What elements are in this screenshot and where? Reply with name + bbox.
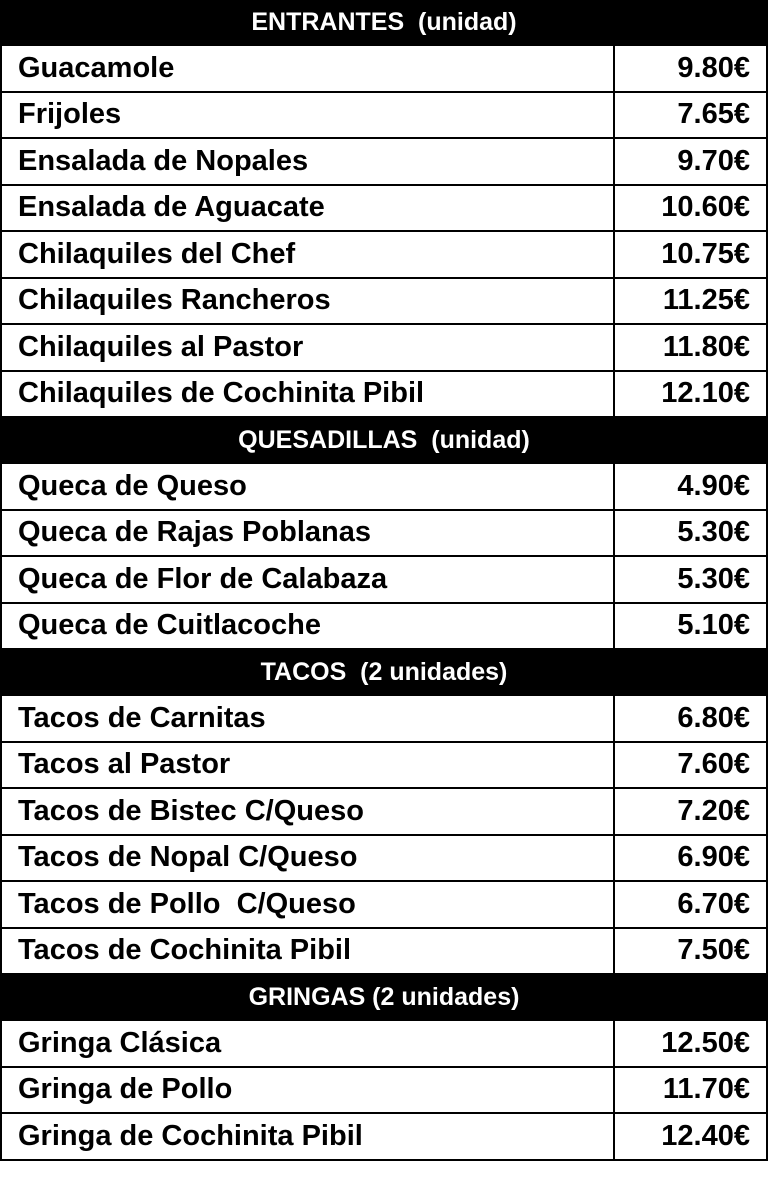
table-row bbox=[1, 835, 767, 882]
item-name: Gringa de Pollo bbox=[1, 1067, 614, 1114]
table-row bbox=[1, 45, 767, 92]
item-name: Chilaquiles del Chef bbox=[1, 231, 614, 278]
item-price: 10.75€ bbox=[614, 231, 767, 278]
item-name: Queca de Rajas Poblanas bbox=[1, 510, 614, 557]
item-price: 11.80€ bbox=[614, 324, 767, 371]
table-row bbox=[1, 185, 767, 232]
item-price: 6.70€ bbox=[614, 881, 767, 928]
item-price: 7.50€ bbox=[614, 928, 767, 975]
item-price: 5.30€ bbox=[614, 556, 767, 603]
table-row bbox=[1, 138, 767, 185]
item-price: 12.50€ bbox=[614, 1020, 767, 1067]
item-name: Queca de Cuitlacoche bbox=[1, 603, 614, 650]
table-row bbox=[1, 556, 767, 603]
table-row bbox=[1, 695, 767, 742]
table-row bbox=[1, 510, 767, 557]
item-price: 12.40€ bbox=[614, 1113, 767, 1160]
item-name: Tacos al Pastor bbox=[1, 742, 614, 789]
table-row bbox=[1, 92, 767, 139]
table-row bbox=[1, 788, 767, 835]
item-price: 7.20€ bbox=[614, 788, 767, 835]
item-price: 11.70€ bbox=[614, 1067, 767, 1114]
item-name: Gringa de Cochinita Pibil bbox=[1, 1113, 614, 1160]
item-name: Tacos de Cochinita Pibil bbox=[1, 928, 614, 975]
table-row bbox=[1, 1113, 767, 1160]
item-price: 11.25€ bbox=[614, 278, 767, 325]
item-name: Gringa Clásica bbox=[1, 1020, 614, 1067]
item-price: 9.80€ bbox=[614, 45, 767, 92]
table-row bbox=[1, 463, 767, 510]
table-row bbox=[1, 278, 767, 325]
table-row bbox=[1, 324, 767, 371]
section-header-tacos: TACOS (2 unidades) bbox=[0, 650, 768, 694]
table-row bbox=[1, 231, 767, 278]
item-price: 6.80€ bbox=[614, 695, 767, 742]
table-row bbox=[1, 1067, 767, 1114]
section-header-entrantes: ENTRANTES (unidad) bbox=[0, 0, 768, 44]
section-header-quesadillas: QUESADILLAS (unidad) bbox=[0, 418, 768, 462]
item-price: 7.65€ bbox=[614, 92, 767, 139]
table-row bbox=[1, 928, 767, 975]
item-price: 10.60€ bbox=[614, 185, 767, 232]
item-name: Frijoles bbox=[1, 92, 614, 139]
item-price: 6.90€ bbox=[614, 835, 767, 882]
item-name: Ensalada de Aguacate bbox=[1, 185, 614, 232]
item-name: Queca de Queso bbox=[1, 463, 614, 510]
item-name: Queca de Flor de Calabaza bbox=[1, 556, 614, 603]
item-price: 5.10€ bbox=[614, 603, 767, 650]
section-table-tacos bbox=[0, 694, 768, 975]
table-row bbox=[1, 742, 767, 789]
section-table-entrantes bbox=[0, 44, 768, 418]
item-name: Tacos de Carnitas bbox=[1, 695, 614, 742]
item-name: Tacos de Bistec C/Queso bbox=[1, 788, 614, 835]
item-name: Chilaquiles Rancheros bbox=[1, 278, 614, 325]
item-price: 7.60€ bbox=[614, 742, 767, 789]
item-name: Tacos de Nopal C/Queso bbox=[1, 835, 614, 882]
item-price: 12.10€ bbox=[614, 371, 767, 418]
table-row bbox=[1, 881, 767, 928]
item-name: Tacos de Pollo C/Queso bbox=[1, 881, 614, 928]
section-header-gringas: GRINGAS (2 unidades) bbox=[0, 975, 768, 1019]
item-name: Ensalada de Nopales bbox=[1, 138, 614, 185]
item-name: Guacamole bbox=[1, 45, 614, 92]
item-price: 4.90€ bbox=[614, 463, 767, 510]
section-table-gringas bbox=[0, 1019, 768, 1161]
item-name: Chilaquiles al Pastor bbox=[1, 324, 614, 371]
table-row bbox=[1, 1020, 767, 1067]
item-price: 5.30€ bbox=[614, 510, 767, 557]
item-price: 9.70€ bbox=[614, 138, 767, 185]
section-table-quesadillas bbox=[0, 462, 768, 650]
item-name: Chilaquiles de Cochinita Pibil bbox=[1, 371, 614, 418]
table-row bbox=[1, 371, 767, 418]
table-row bbox=[1, 603, 767, 650]
